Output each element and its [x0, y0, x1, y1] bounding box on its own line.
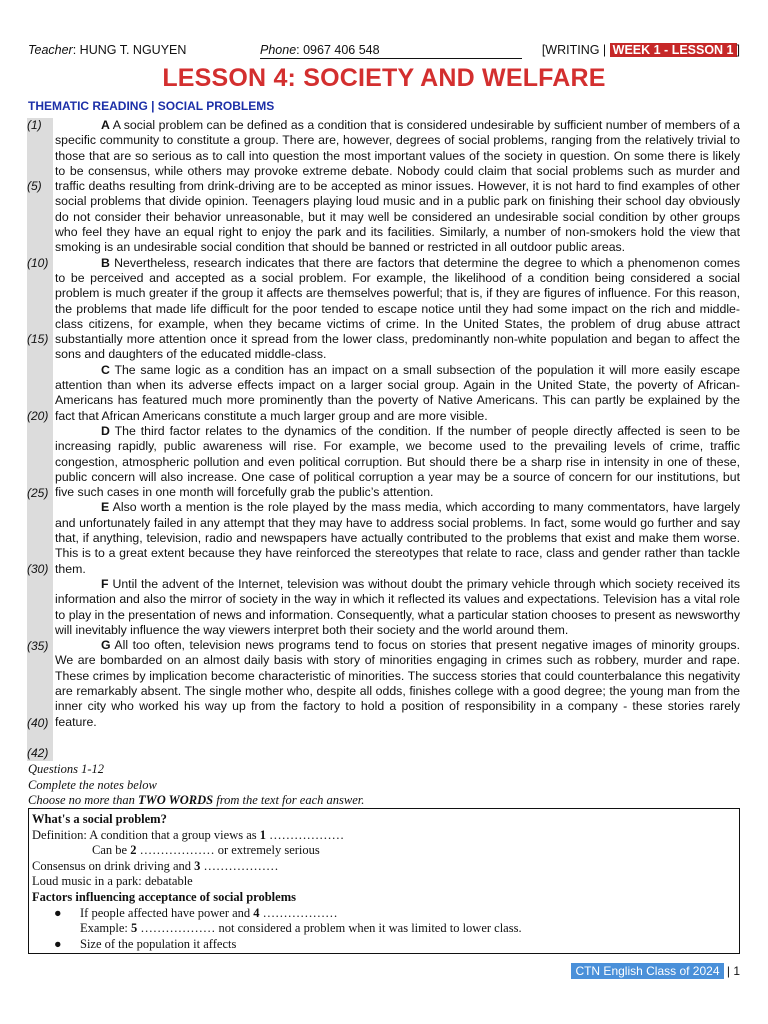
note-loud-music: Loud music in a park: debatable [32, 874, 193, 889]
paragraph-text: Also worth a mention is the role played by the mass media, which according to many commentators, have largely and unfortunately failed in any attempt that they may have to address social problems. In fact, some would go further and say that, if anything, television, radio and newspapers have actually contributed to the problems that exist and make them worse. This is to a great extent because they have reinforced the stereotypes that relate to race, class and gender rather than tackle them. [55, 500, 740, 576]
section-subtitle: THEMATIC READING | SOCIAL PROBLEMS [28, 99, 275, 113]
note-text: Example: [80, 921, 132, 936]
instruction-complete: Complete the notes below [28, 777, 157, 792]
line-number: (1) [27, 118, 42, 132]
paragraph-g [55, 638, 740, 730]
teacher-name: : HUNG T. NGUYEN [72, 43, 187, 57]
paragraph-text: Nevertheless, research indicates that there are factors that determine the degree to which a phenomenon comes to be perceived and accepted as a social problem. For example, the likelihood of a condition being considered a social problem is much greater if the group it affects are themselves powerful; that is, if they are figures of influence. For this reason, the problems that made life difficult for the poor tended to escape notice until they had some impact on the rich and middle-class citizens, for example, when they became victims of crime. In the United States, the problem of drug abuse attract substantially more attention once it spread from the lower class, predominantly non-white population and began to affect the sons and daughters of the educated middle-class. [55, 255, 740, 362]
line-number: (25) [27, 486, 49, 500]
note-text: Definition: A condition that a group views as [32, 827, 260, 842]
note-can-be [32, 843, 736, 859]
word-limit: TWO WORDS [137, 793, 214, 807]
line-number: (15) [27, 332, 49, 346]
paragraph-letter: C [101, 362, 110, 377]
phone-info [260, 43, 522, 59]
line-number: (40) [27, 716, 49, 730]
paragraph-f [55, 577, 740, 638]
question-number: 3 [194, 858, 201, 873]
writing-close: ] [736, 43, 740, 57]
notes-heading: Factors influencing acceptance of social problems [32, 889, 296, 904]
paragraph-text: Until the advent of the Internet, television was without doubt the primary vehicle through which society received its information and also the mirror of society in the way in which it reflected its values and expectations. Television has a vital role to play in the presentation of news and information. Consequently, what a particular station chooses to present as newsworthy will inevitably influence the way viewers interpret both their society and the world around them. [55, 576, 740, 637]
bullet-icon: ● [54, 936, 62, 951]
paragraph-letter: G [101, 638, 111, 653]
bullet-icon: ● [54, 905, 62, 920]
page-footer [571, 964, 740, 978]
paragraph-letter: D [101, 423, 110, 438]
teacher-info [28, 43, 186, 57]
reading-passage [55, 118, 740, 730]
paragraph-text: A social problem can be defined as a condition that is considered undesirable by sufficient number of members of a specific community to constitute a group. There are, however, degrees of social problems, ranging from the relatively trivial to those that are so serious as to call into question the most important values of the society in question. On some there is likely to be consensus, while others may provoke extreme debate. Nobody could claim that social problems such as murder and traffic deaths resulting from drink-driving are to be accepted as minor issues. However, it is not hard to find examples of other social problems that divide opinion. Teenagers playing loud music and in a public park on finishing their school day obviously do not consider their behavior unreasonable, but it may well be considered an undesirable social condition by other groups who feel they have an equal right to enjoy the park and its facilities. Similarly, a number of non-smokers hold the view that smoking is an undesirable social condition that should be banned or restricted in all outdoor public areas. [55, 118, 740, 255]
week-lesson-badge: WEEK 1 - LESSON 1 [610, 43, 737, 57]
line-number: (42) [27, 746, 49, 760]
answer-blank-3[interactable]: ……………… [200, 858, 279, 873]
writing-tag [542, 43, 740, 57]
paragraph-e [55, 500, 740, 576]
answer-blank-1[interactable]: ……………… [266, 827, 345, 842]
class-name-badge: CTN English Class of 2024 [571, 963, 723, 979]
question-range: Questions 1-12 [28, 762, 105, 776]
paragraph-d [55, 424, 740, 500]
paragraph-letter: E [101, 500, 110, 515]
note-example [32, 921, 736, 937]
note-text: or extremely serious [214, 843, 320, 858]
page-separator: | [723, 964, 734, 978]
page-number: 1 [733, 964, 740, 978]
teacher-label: Teacher [28, 43, 73, 57]
note-text: Can be [92, 843, 131, 858]
paragraph-letter: A [101, 118, 110, 132]
question-number: 2 [130, 843, 137, 858]
paragraph-letter: B [101, 255, 110, 270]
answer-blank-5[interactable]: ……………… [137, 921, 216, 936]
answer-blank-4[interactable]: ……………… [259, 905, 338, 920]
instruction-word-limit [28, 793, 364, 809]
page-header [28, 43, 740, 59]
paragraph-text: The third factor relates to the dynamics of the condition. If the number of people directly affected is seen to be increasing rapidly, public awareness will rise. For example, we become used to the prevailing levels of crime, traffic congestion, atmospheric pollution and even political corruption. But should there be a sharp rise in intensity in one of these, public concern will also increase. One case of political corruption a year may be a source of concern for our institutions, but five such cases in one month will forcefully grab the public’s attention. [55, 423, 740, 500]
paragraph-a [55, 118, 740, 256]
question-instructions [28, 762, 364, 809]
line-number: (10) [27, 256, 49, 270]
note-text: Consensus on drink driving and [32, 858, 195, 873]
note-consensus [32, 859, 736, 875]
note-bullet-power [32, 906, 736, 922]
note-bullet-size [32, 937, 736, 953]
instruction-text: from the text for each answer. [213, 793, 365, 807]
paragraph-c [55, 363, 740, 424]
line-number: (5) [27, 179, 42, 193]
phone-label: Phone [260, 43, 297, 57]
question-number: 1 [259, 827, 266, 842]
line-number: (20) [27, 409, 49, 423]
note-definition [32, 828, 736, 844]
phone-number: : 0967 406 548 [296, 43, 380, 57]
question-number: 4 [253, 905, 260, 920]
line-number-column [27, 118, 53, 761]
instruction-text: Choose no more than [28, 793, 138, 807]
question-number: 5 [131, 921, 138, 936]
note-text: Size of the population it affects [80, 936, 237, 951]
lesson-title: LESSON 4: SOCIETY AND WELFARE [162, 64, 606, 92]
line-number: (35) [27, 639, 49, 653]
answer-blank-2[interactable]: ……………… [136, 843, 215, 858]
paragraph-text: The same logic as a condition has an impact on a small subsection of the population it will more easily escape attention than when its adverse effects impact on a larger social group. Again in the United State, the poverty of African-Americans has featured much more prominently than the poverty of Native Americans. This can partly be explained by the fact that African Americans constitute a much larger group and are more visible. [55, 362, 740, 423]
note-text: not considered a problem when it was limited to lower class. [215, 921, 522, 936]
paragraph-text: All too often, television news programs tend to focus on stories that present negative images of minority groups. We are bombarded on an almost daily basis with story of minorities engaging in crimes such as robbery, murder and rape. These crimes by implication become characteristic of minorities. The success stories that could counterbalance this negativity are remarkably absent. The single mother who, despite all odds, finishes college with a good degree; the young man from the inner city who worked his way up from the factory to hold a position of responsibility in a company - these stories rarely feature. [55, 638, 740, 729]
writing-open: [WRITING | [541, 43, 607, 57]
paragraph-letter: F [101, 576, 109, 591]
notes-heading: What's a social problem? [32, 812, 167, 826]
note-text: If people affected have power and [80, 905, 254, 920]
paragraph-b [55, 256, 740, 363]
line-number: (30) [27, 562, 49, 576]
notes-box [28, 808, 740, 954]
